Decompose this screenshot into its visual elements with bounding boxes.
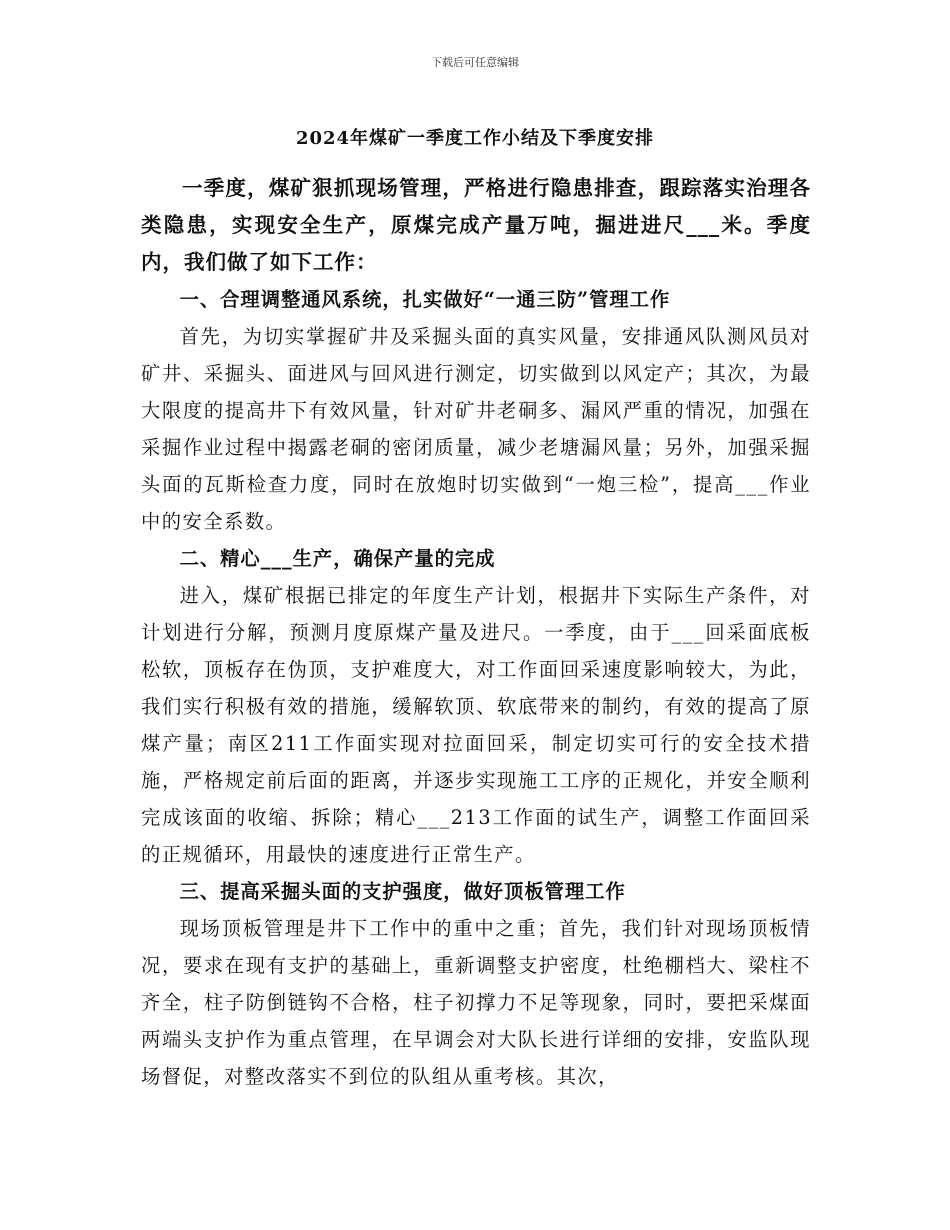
document-title: 2024年煤矿一季度工作小结及下季度安排: [295, 128, 655, 149]
document-body: [141, 170, 811, 1095]
intro-paragraph: 一季度，煤矿狠抓现场管理，严格进行隐患排查，跟踪落实治理各类隐患，实现安全生产，原煤完成产量万吨，掘进进尺___米。季度内，我们做了如下工作：: [141, 176, 811, 274]
section-paragraph-2: 进入，煤矿根据已排定的年度生产计划，根据井下实际生产条件，对计划进行分解，预测月度原煤产量及进尺。一季度，由于___回采面底板松软，顶板存在伪顶，支护难度大，对工作面回采速度影响较大，为此，我们实行积极有效的措施，缓解软顶、软底带来的制约，有效的提高了原煤产量；南区211工作面实现对拉面回采，制定切实可行的安全技术措施，严格规定前后面的距离，并逐步实现施工工序的正规化，并安全顺利完成该面的收缩、拆除；精心___213工作面的试生产，调整工作面回采的正规循环，用最快的速度进行正常生产。: [141, 584, 811, 866]
section-heading-1: 一、合理调整通风系统，扎实做好“一通三防”管理工作: [179, 288, 671, 311]
section-heading-3: 三、提高采掘头面的支护强度，做好顶板管理工作: [179, 880, 626, 903]
header-note: 下载后可任意编辑: [431, 56, 519, 69]
section-paragraph-3: 现场顶板管理是井下工作中的重中之重；首先，我们针对现场顶板情况，要求在现有支护的基础上，重新调整支护密度，杜绝棚档大、梁柱不齐全，柱子防倒链钩不合格，柱子初撑力不足等现象，同时，要把采煤面两端头支护作为重点管理，在早调会对大队长进行详细的安排，安监队现场督促，对整改落实不到位的队组从重考核。其次，: [141, 917, 811, 1088]
section-paragraph-1: 首先，为切实掌握矿井及采掘头面的真实风量，安排通风队测风员对矿井、采掘头、面进风与回风进行测定，切实做到以风定产；其次，为最大限度的提高井下有效风量，针对矿井老硐多、漏风严重的情况，加强在采掘作业过程中揭露老硐的密闭质量，减少老塘漏风量；另外，加强采掘头面的瓦斯检查力度，同时在放炮时切实做到“一炮三检”，提高___作业中的安全系数。: [141, 325, 811, 533]
section-heading-2: 二、精心___生产，确保产量的完成: [179, 547, 496, 570]
